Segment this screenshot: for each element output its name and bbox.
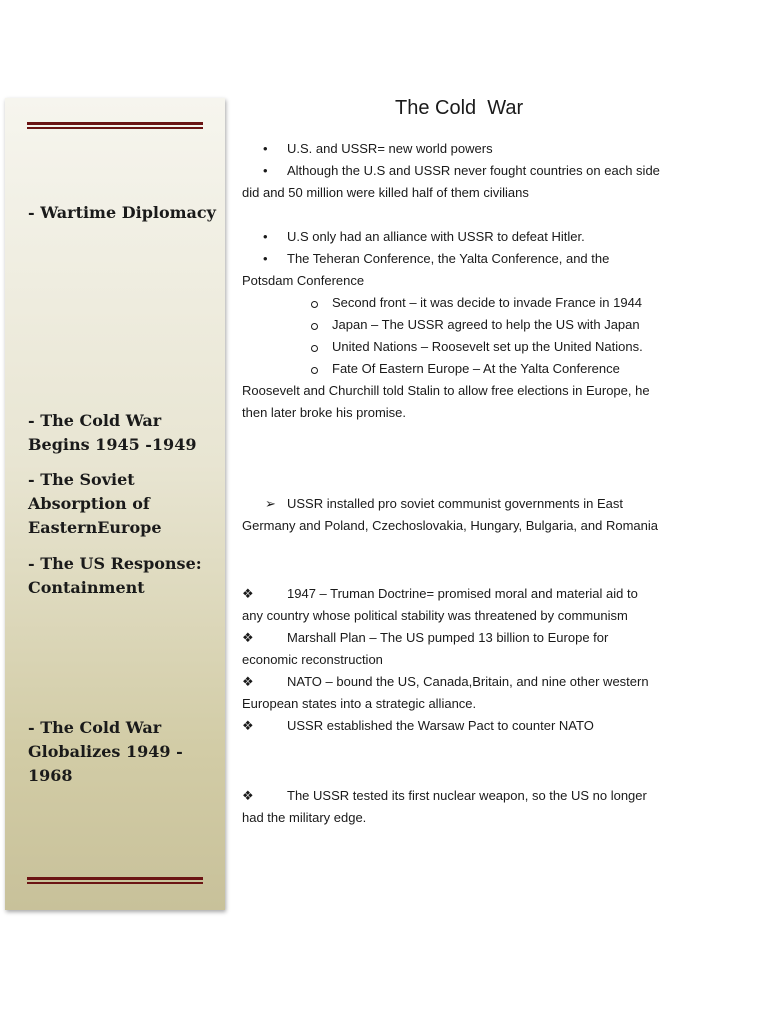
heading-line: Containment xyxy=(28,578,145,597)
diamond-bullet-text-continued: had the military edge. xyxy=(242,810,367,825)
diamond-bullet-icon: ❖ xyxy=(242,630,254,645)
diamond-bullet-text-continued: economic reconstruction xyxy=(242,652,383,667)
diamond-bullet-icon: ❖ xyxy=(242,586,254,601)
diamond-bullet-text: Marshall Plan – The US pumped 13 billion to Europe for xyxy=(287,630,609,645)
bullet-text: U.S. and USSR= new world powers xyxy=(287,141,493,156)
heading-line: - The Cold War xyxy=(28,411,162,430)
sub-bullet-text: Second front – it was decide to invade France in 1944 xyxy=(332,295,643,310)
sub-bullet-text-continued: then later broke his promise. xyxy=(242,405,407,420)
arrow-bullet-text: USSR installed pro soviet communist governments in East xyxy=(287,496,623,511)
diamond-bullet-text: 1947 – Truman Doctrine= promised moral and material aid to xyxy=(287,586,638,601)
bullet-icon: • xyxy=(263,163,268,178)
diamond-bullet-icon: ❖ xyxy=(242,718,254,733)
bullet-text: U.S only had an alliance with USSR to defeat Hitler. xyxy=(287,229,585,244)
heading-cold-war-globalizes xyxy=(28,716,223,788)
heading-line: Globalizes 1949 - xyxy=(28,742,183,761)
heading-cold-war-begins xyxy=(28,409,223,457)
bullet-text: Although the U.S and USSR never fought countries on each side xyxy=(287,163,660,178)
heading-line: Begins 1945 -1949 xyxy=(28,435,197,454)
diamond-bullet-text: NATO – bound the US, Canada,Britain, and nine other western xyxy=(287,674,649,689)
heading-soviet-absorption xyxy=(28,468,223,540)
arrow-bullet-text-continued: Germany and Poland, Czechoslovakia, Hungary, Bulgaria, and Romania xyxy=(242,518,658,533)
sub-bullet-text-continued: Roosevelt and Churchill told Stalin to allow free elections in Europe, he xyxy=(242,383,650,398)
diamond-bullet-icon: ❖ xyxy=(242,674,254,689)
bullet-icon: • xyxy=(263,141,268,156)
heading-line: - Wartime Diplomacy xyxy=(28,203,216,222)
sub-bullet-text: United Nations – Roosevelt set up the United Nations. xyxy=(332,339,643,354)
circle-bullet-icon xyxy=(311,301,318,308)
arrow-bullet-icon: ➢ xyxy=(265,496,276,511)
page-title: The Cold War xyxy=(395,97,524,119)
sub-bullet-text: Japan – The USSR agreed to help the US with Japan xyxy=(332,317,640,332)
diamond-bullet-icon: ❖ xyxy=(242,788,254,803)
topic-sidebar xyxy=(5,98,225,910)
heading-line: - The Soviet xyxy=(28,470,135,489)
heading-line: - The Cold War xyxy=(28,718,162,737)
bullet-icon: • xyxy=(263,229,268,244)
heading-line: Absorption of xyxy=(28,494,150,513)
bullet-text: The Teheran Conference, the Yalta Conference, and the xyxy=(287,251,610,266)
heading-line: 1968 xyxy=(28,766,73,785)
sub-bullet-text: Fate Of Eastern Europe – At the Yalta Conference xyxy=(332,361,620,376)
bullet-text-continued: Potsdam Conference xyxy=(242,273,365,288)
bottom-divider-rule xyxy=(27,877,203,884)
circle-bullet-icon xyxy=(311,345,318,352)
diamond-bullet-text: The USSR tested its first nuclear weapon, so the US no longer xyxy=(287,788,647,803)
diamond-bullet-text-continued: any country whose political stability was threatened by communism xyxy=(242,608,628,623)
diamond-bullet-text-continued: European states into a strategic alliance. xyxy=(242,696,477,711)
diamond-bullet-text: USSR established the Warsaw Pact to counter NATO xyxy=(287,718,594,733)
top-divider-rule xyxy=(27,122,203,129)
heading-line: - The US Response: xyxy=(28,554,202,573)
heading-wartime-diplomacy xyxy=(28,201,223,225)
circle-bullet-icon xyxy=(311,367,318,374)
heading-us-response xyxy=(28,552,223,600)
bullet-icon: • xyxy=(263,251,268,266)
heading-line: EasternEurope xyxy=(28,518,162,537)
circle-bullet-icon xyxy=(311,323,318,330)
bullet-text-continued: did and 50 million were killed half of them civilians xyxy=(242,185,529,200)
